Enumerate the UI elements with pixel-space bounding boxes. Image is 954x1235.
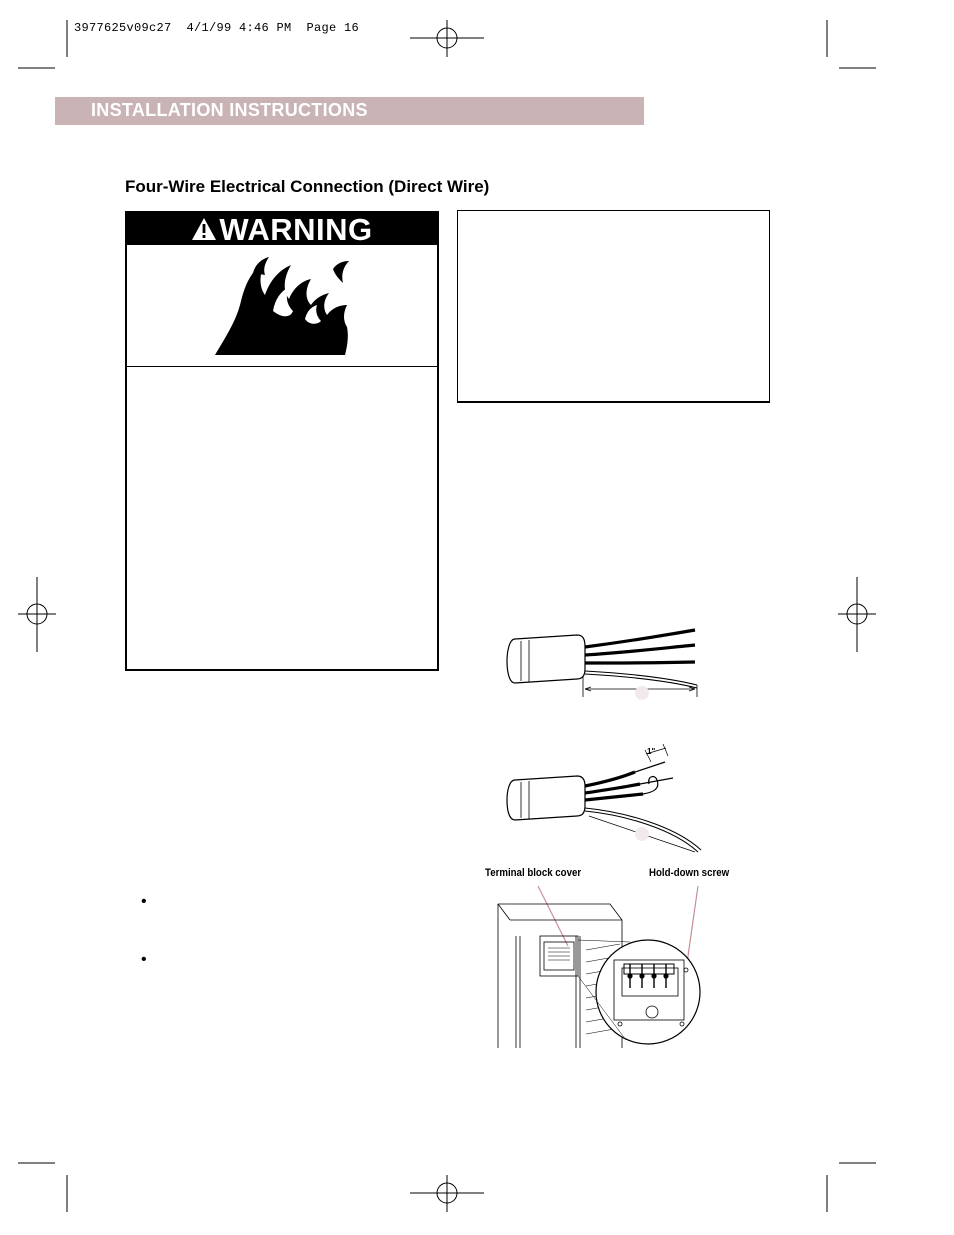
warning-triangle-icon: [191, 217, 217, 241]
section-title: Four-Wire Electrical Connection (Direct Wire): [125, 177, 490, 196]
terminal-block-diagram: [490, 880, 710, 1050]
printer-slug-line: 3977625v09c27 4/1/99 4:46 PM Page 16: [74, 21, 360, 35]
wire-ends-diagram: [505, 740, 705, 860]
callout-hold-down-screw: Hold-down screw: [649, 867, 730, 879]
warning-label: WARNING: [219, 211, 373, 247]
warning-header-bar: [127, 213, 437, 245]
fire-hazard-icon: [213, 255, 353, 357]
warning-box: [125, 211, 439, 671]
bullet-2: •: [141, 951, 147, 968]
header-title: INSTALLATION INSTRUCTIONS: [91, 100, 368, 120]
dimension-label: 1": [647, 747, 656, 756]
cable-strip-diagram: [505, 625, 705, 700]
header-band: [55, 97, 644, 125]
warning-divider: [127, 366, 437, 367]
bullet-1: •: [141, 893, 147, 910]
info-box: [457, 210, 770, 403]
callout-terminal-block-cover: Terminal block cover: [485, 867, 582, 879]
